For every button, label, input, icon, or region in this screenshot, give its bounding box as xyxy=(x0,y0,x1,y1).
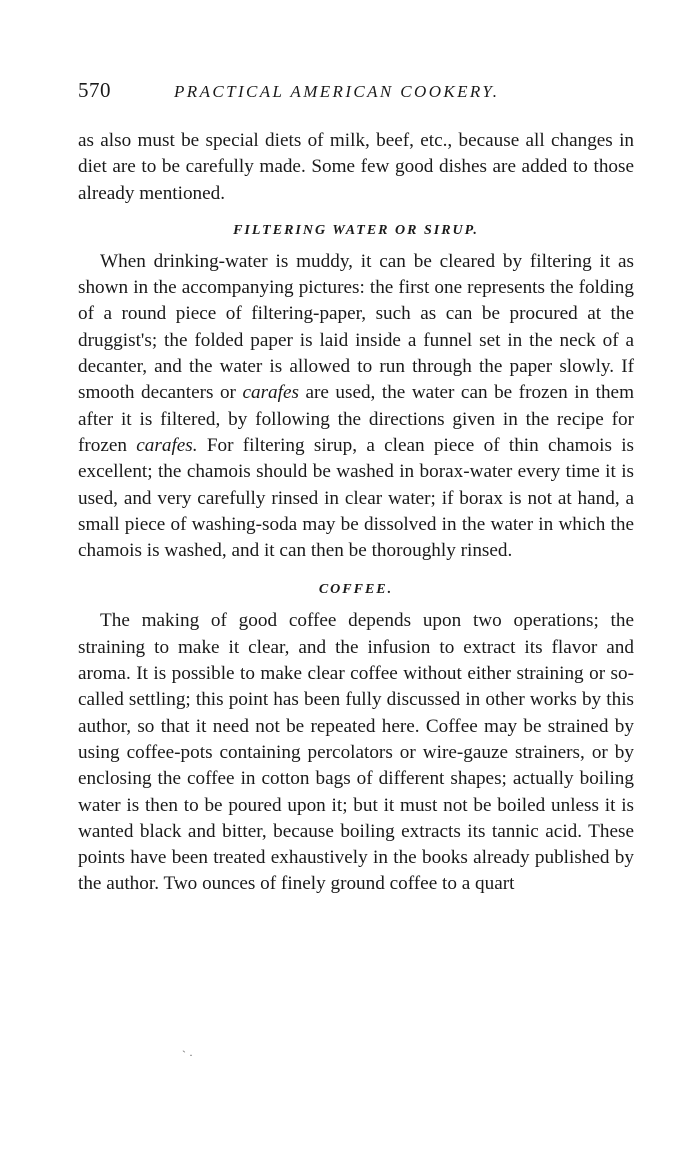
coffee-paragraph: The making of good coffee depends upon two operations; the straining to make it clear, and the infusion to extract its flavor and aroma. It is possible to make clear coffee without either straining or so-called settling; this point has been fully discussed in other works by this author, so that it need not be repeated here. Coffee may be strained by using coffee-pots containing percolators or wire-gauze strainers, or by enclosing the coffee in cotton bags of different shapes; actually boiling water is then to be poured upon it; but it must not be boiled unless it is wanted black and bitter, because boiling extracts its tannic acid. These points have been treated exhaustively in the books already published by the author. Two ounces of finely ground coffee to a quart xyxy=(78,610,634,895)
carafes-italic-1: carafes xyxy=(242,382,299,404)
filtering-paragraph xyxy=(78,249,634,565)
running-title: PRACTICAL AMERICAN COOKERY. xyxy=(174,82,500,101)
running-head xyxy=(78,78,634,114)
filtering-text-2: are used, the water can be frozen in them after it is filtered, by following the directions given in the recipe for frozen xyxy=(78,382,634,456)
book-page xyxy=(78,78,634,898)
section-heading-filtering: FILTERING WATER OR SIRUP. xyxy=(233,222,479,238)
intro-paragraph: as also must be special diets of milk, beef, etc., because all changes in diet are to be carefully made. Some few good dishes are added to those already mentioned. xyxy=(78,130,634,204)
filtering-text-1: When drinking-water is muddy, it can be cleared by filtering it as shown in the accompanying pictures: the first one represents the folding of a round piece of filtering-paper, such as can be procured at the druggist's; the folded paper is laid inside a funnel set in the neck of a decanter, and the water is allowed to run through the paper slowly. If smooth decanters or xyxy=(78,250,634,404)
filtering-text-3: For filtering sirup, a clean piece of thin chamois is excellent; the chamois should be washed in borax-water every time it is used, and very carefully rinsed in clear water; if borax is not at hand, a small piece of washing-soda may be dissolved in the water in which the chamois is washed, and it can then be thoroughly rinsed. xyxy=(78,434,635,562)
page-number: 570 xyxy=(78,78,111,102)
stray-mark: ` · xyxy=(182,1048,193,1062)
section-heading-coffee: COFFEE. xyxy=(318,582,394,598)
carafes-italic-2: carafes. xyxy=(136,434,198,456)
